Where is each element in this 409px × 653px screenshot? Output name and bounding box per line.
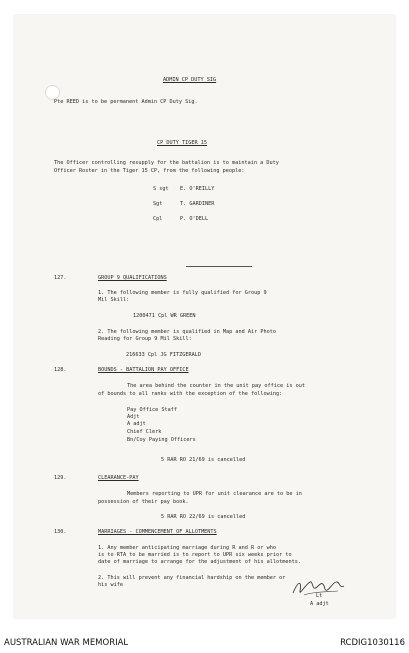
separator-line xyxy=(186,266,252,267)
para-127-number: 127. xyxy=(54,275,67,281)
para-128-number: 128. xyxy=(54,367,67,373)
para-130-1b: is to RTA to be married is to report to UPR six weeks prior to xyxy=(98,552,292,558)
para-129-number: 129. xyxy=(54,475,67,481)
signature-title-lt: Lt xyxy=(316,593,323,599)
officer-line-2: Officer Roster in the Tiger 15 CP, from the following people: xyxy=(54,168,245,174)
pay-list-2: Adjt xyxy=(127,414,140,420)
para-129-b: possession of their pay book. xyxy=(98,499,189,505)
footer-institution: AUSTRALIAN WAR MEMORIAL xyxy=(4,638,129,648)
reed-line: Pte REED is to be permanent Admin CP Duty Sig. xyxy=(54,99,198,105)
para-130-2a: 2. This will prevent any financial hardship on the member or xyxy=(98,575,286,581)
pay-list-1: Pay Office Staff xyxy=(127,407,177,413)
punch-hole xyxy=(45,85,60,100)
para-130-2b: his wife xyxy=(98,582,123,588)
roster-name-2: T. GARDINER xyxy=(180,201,215,207)
para-130-1c: date of marriage to arrange for the adjustment of his allotments. xyxy=(98,559,302,565)
para-130-heading: MARRIAGES - COMMENCEMENT OF ALLOTMENTS xyxy=(98,529,217,535)
para-128-b: of bounds to all ranks with the exception of the following: xyxy=(98,391,283,397)
para-127-heading: GROUP 9 QUALIFICATIONS xyxy=(98,275,167,281)
roster-name-3: P. O'DELL xyxy=(180,216,209,222)
pay-list-3: A adjt xyxy=(127,421,146,427)
para-127-2c: 216633 Cpl JG FITZGERALD xyxy=(126,352,201,358)
para-127-1b: Mil Skill: xyxy=(98,297,130,303)
para-130-1a: 1. Any member anticipating marriage during R and R or who xyxy=(98,545,277,551)
para-129-cancel: 5 RAR RO 22/69 is cancelled xyxy=(161,514,246,520)
roster-name-1: E. O'REILLY xyxy=(180,186,215,192)
heading-cp-duty-tiger: CP DUTY TIGER 15 xyxy=(157,140,207,146)
heading-admin-cp-duty-sig: ADMIN CP DUTY SIG xyxy=(163,77,217,83)
roster-rank-2: Sgt xyxy=(153,201,163,207)
roster-rank-1: S sgt xyxy=(153,186,169,192)
archive-footer xyxy=(0,633,409,653)
signature-title-a-adjt: A adjt xyxy=(310,601,329,607)
para-130-number: 130. xyxy=(54,529,67,535)
officer-line-1: The Officer controlling resupply for the battalion is to maintain a Duty xyxy=(54,160,279,166)
para-127-2b: Reading for Group 9 Mil Skill: xyxy=(98,336,192,342)
pay-list-5: Bn/Coy Paying Officers xyxy=(127,437,196,443)
pay-list-4: Chief Clerk xyxy=(127,429,162,435)
footer-record-id: RCDIG1030116 xyxy=(340,638,405,648)
para-127-1a: 1. The following member is fully qualified for Group 9 xyxy=(98,290,267,296)
para-127-1c: 1200471 Cpl WR GREEN xyxy=(133,313,196,319)
para-129-heading: CLEARANCE-PAY xyxy=(98,475,139,481)
para-128-heading: BOUNDS - BATTALION PAY OFFICE xyxy=(98,367,189,373)
roster-rank-3: Cpl xyxy=(153,216,163,222)
para-129-a: Members reporting to UPR for unit clearance are to be in xyxy=(127,491,302,497)
para-128-cancel: 5 RAR RO 21/69 is cancelled xyxy=(161,457,246,463)
para-127-2a: 2. The following member is qualified in Map and Air Photo xyxy=(98,329,277,335)
para-128-a: The area behind the counter in the unit pay office is out xyxy=(127,383,306,389)
